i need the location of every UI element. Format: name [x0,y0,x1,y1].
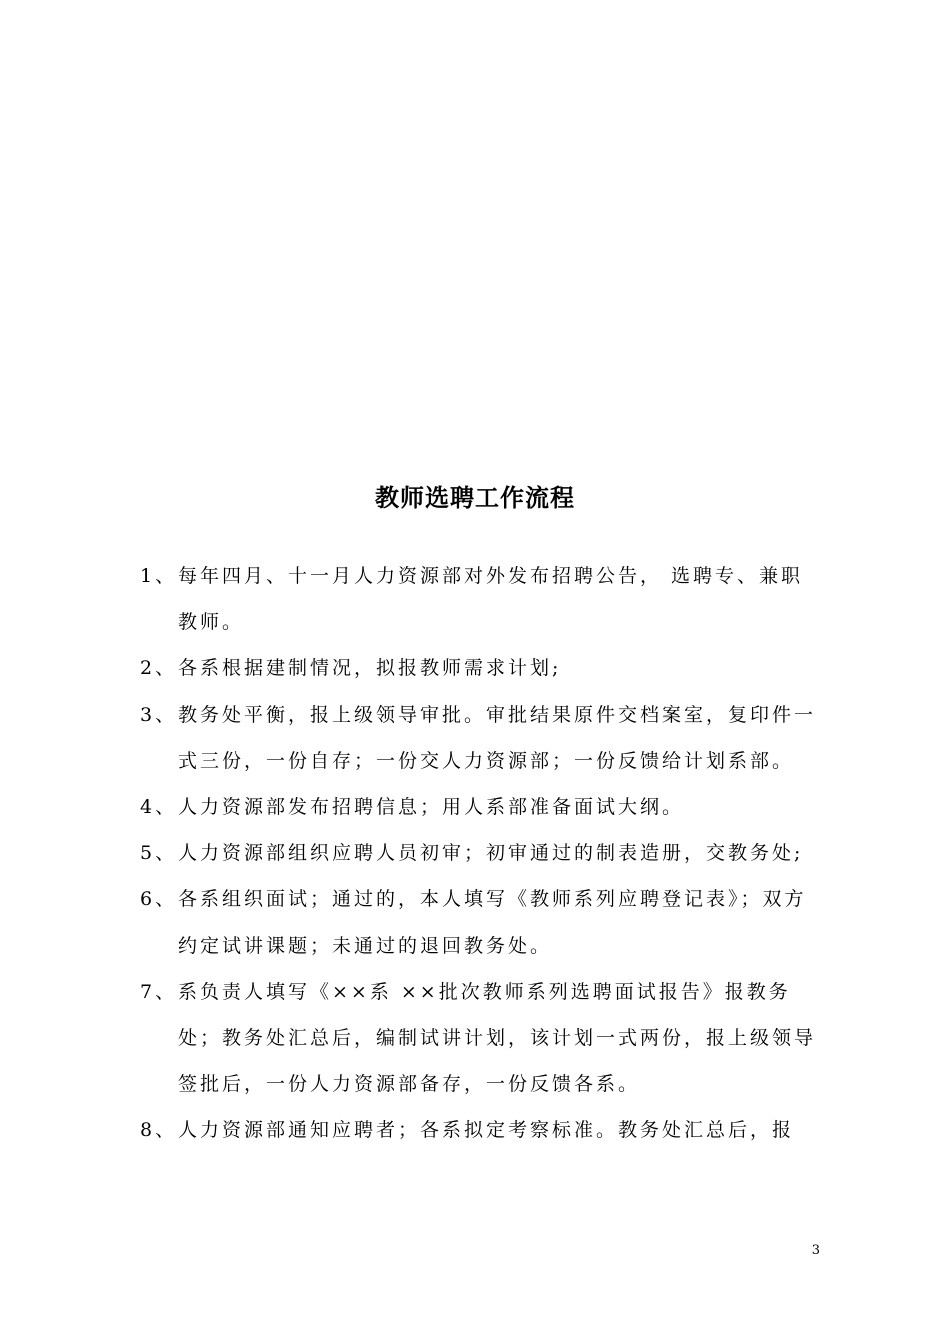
item-number: 2、 [140,657,178,680]
item-text: 每年四月、十一月人力资源部对外发布招聘公告， 选聘专、兼职教师。 [178,565,804,634]
procedure-list [140,553,820,1154]
list-item [140,876,820,968]
item-number: 8、 [140,1119,178,1142]
document-title: 教师选聘工作流程 [375,484,575,512]
item-text: 各系根据建制情况，拟报教师需求计划; [178,657,562,680]
item-text: 教务处平衡，报上级领导审批。审批结果原件交档案室，复印件一式三份，一份自存；一份交人力资源部；一份反馈给计划系部。 [178,703,817,772]
item-number: 3、 [140,703,178,726]
item-text: 系负责人填写《××系 ××批次教师系列选聘面试报告》报教务处；教务处汇总后，编制试讲计划，该计划一式两份，报上级领导签批后，一份人力资源部备存，一份反馈各系。 [178,980,817,1096]
item-text: 人力资源部组织应聘人员初审；初审通过的制表造册，交教务处; [178,842,804,865]
page-number: 3 [811,1243,820,1258]
item-number: 1、 [140,565,178,587]
list-item [140,830,820,876]
item-number: 7、 [140,980,178,1003]
item-text: 人力资源部发布招聘信息；用人系部准备面试大纲。 [178,796,685,819]
list-item [140,784,820,830]
list-item [140,692,820,784]
list-item [140,645,820,691]
item-text: 人力资源部通知应聘者；各系拟定考察标准。教务处汇总后，报 [178,1119,795,1142]
list-item [140,1107,820,1153]
item-number: 4、 [140,796,178,819]
item-number: 5、 [140,842,178,865]
list-item [140,969,820,1108]
item-number: 6、 [140,888,178,911]
list-item [140,553,820,645]
item-text: 各系组织面试；通过的，本人填写《教师系列应聘登记表》；双方约定试讲课题；未通过的退回教务处。 [178,888,807,957]
